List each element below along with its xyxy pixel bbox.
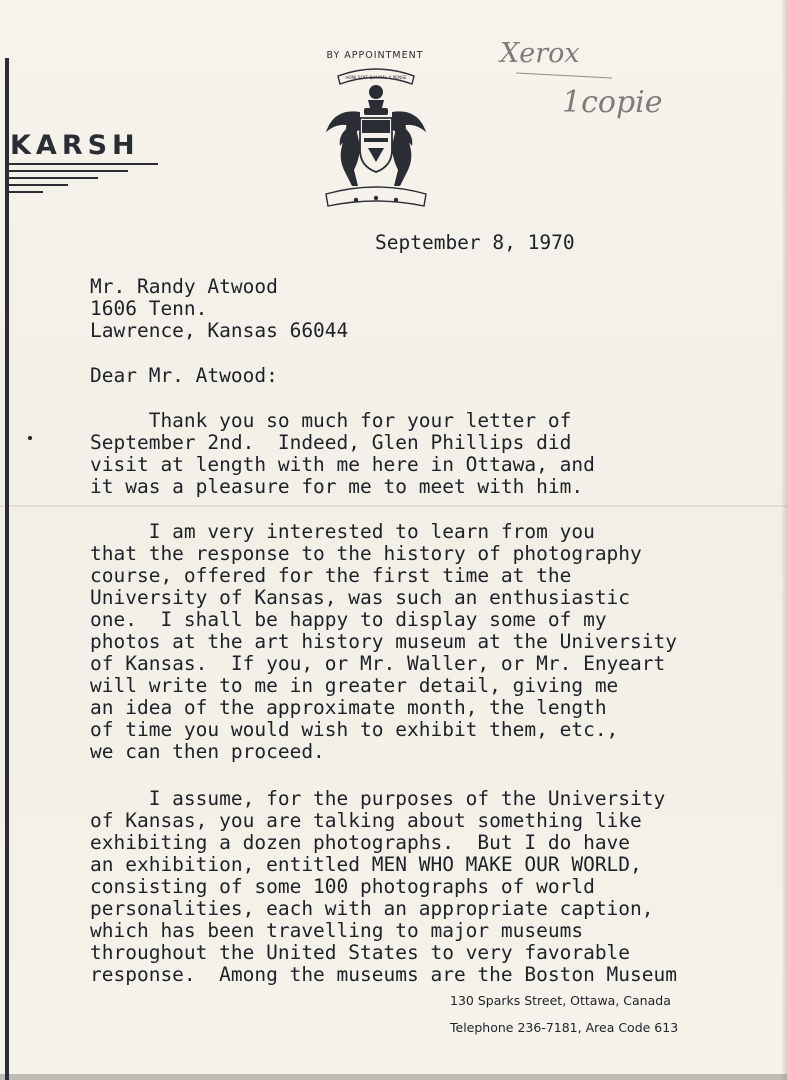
paragraph-line: of time you would wish to exhibit them, etc.,	[90, 718, 619, 741]
paragraph-line: Thank you so much for your letter of	[90, 409, 572, 432]
paragraph-line: we can then proceed.	[90, 740, 325, 763]
paragraph-line: course, offered for the first time at the	[90, 564, 572, 587]
paragraph-line: which has been travelling to major museums	[90, 919, 584, 942]
paragraph-line: I am very interested to learn from you	[90, 520, 595, 543]
crest-motto: HONI SOIT QUI MAL Y PENSE	[345, 76, 407, 81]
handwritten-note-line1: Xerox	[500, 38, 580, 69]
paragraph-line: consisting of some 100 photographs of world	[90, 875, 595, 898]
page-edge-shadow	[781, 0, 787, 1080]
paragraph-line: an exhibition, entitled MEN WHO MAKE OUR WORLD,	[90, 853, 642, 876]
paragraph-line: of Kansas. If you, or Mr. Waller, or Mr. Enyeart	[90, 652, 666, 675]
karsh-logo: KARSH	[10, 130, 140, 161]
paragraph-line: throughout the United States to very favorable	[90, 941, 631, 964]
paragraph-line: I assume, for the purposes of the University	[90, 787, 666, 810]
logo-rule	[8, 177, 98, 179]
logo-rule	[8, 184, 68, 186]
footer-telephone: Telephone 236-7181, Area Code 613	[450, 1020, 679, 1035]
address-line-name: Mr. Randy Atwood	[90, 275, 278, 298]
salutation: Dear Mr. Atwood:	[90, 364, 278, 387]
paragraph-line: an idea of the approximate month, the length	[90, 696, 607, 719]
paragraph-line: September 2nd. Indeed, Glen Phillips did	[90, 431, 572, 454]
appointment-text: BY APPOINTMENT	[326, 50, 424, 61]
letter-date: September 8, 1970	[375, 231, 575, 254]
footer-address: 130 Sparks Street, Ottawa, Canada	[450, 993, 671, 1008]
paragraph-line: it was a pleasure for me to meet with him.	[90, 475, 584, 498]
paragraph-line: response. Among the museums are the Boston Museum	[90, 963, 677, 986]
logo-rule	[8, 163, 158, 165]
handwritten-note-line2: 1copie	[562, 85, 663, 120]
paragraph-line: personalities, each with an appropriate caption,	[90, 897, 654, 920]
handwritten-underline	[516, 72, 612, 78]
paragraph-line: of Kansas, you are talking about something like	[90, 809, 642, 832]
paragraph-line: visit at length with me here in Ottawa, and	[90, 453, 595, 476]
paragraph-line: photos at the art history museum at the University	[90, 630, 677, 653]
address-line-city: Lawrence, Kansas 66044	[90, 319, 349, 342]
paragraph-line: that the response to the history of photography	[90, 542, 642, 565]
paragraph-line: one. I shall be happy to display some of my	[90, 608, 607, 631]
fold-crease	[0, 505, 787, 507]
paragraph-line: University of Kansas, was such an enthusiastic	[90, 586, 631, 609]
coat-of-arms-icon	[316, 62, 436, 214]
logo-vertical-rule	[5, 58, 9, 1080]
address-line-street: 1606 Tenn.	[90, 297, 208, 320]
page-bottom-edge	[0, 1074, 787, 1080]
logo-rule	[8, 170, 128, 172]
paragraph-line: exhibiting a dozen photographs. But I do have	[90, 831, 631, 854]
logo-rule	[8, 191, 43, 193]
paragraph-line: will write to me in greater detail, giving me	[90, 674, 619, 697]
ink-dot	[28, 436, 32, 440]
